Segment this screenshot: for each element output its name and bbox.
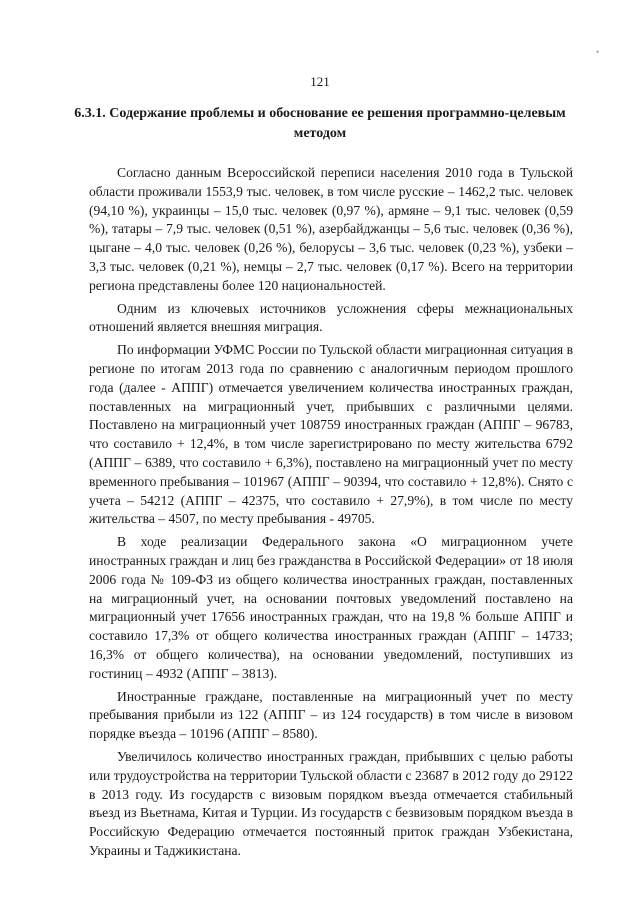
paragraph-federal-law: В ходе реализации Федерального закона «О миграционном учете иностранных граждан и лиц без гражданства в Российской Федерации» от 18 июля 2006 года № 109-ФЗ из общего количества иностранных граждан, поставленных на миграционный учет, на основании почтовых уведомлений поставлено на миграционный учет 17656 иностранных граждан, что на 19,8 % больше АППГ и составило 17,3% от общего количества иностранных граждан (АППГ – 14733; 16,3% от общего количества), на основании уведомлений, поступивших из гостиниц – 4932 (АППГ – 3813). [89,534,573,681]
paragraph-migration-source: Одним из ключевых источников усложнения сферы межнациональных отношений является внешняя миграция. [89,300,573,335]
paragraph-census: Согласно данным Всероссийской переписи населения 2010 года в Тульской области проживали 1553,9 тыс. человек, в том числе русские – 1462,2 тыс. человек (94,10 %), украинцы – 15,0 тыс. человек (0,97 %), армяне – 9,1 тыс. человек (0,59 %), татары – 7,9 тыс. человек (0,51 %), азербайджанцы – 5,6 тыс. человек (0,36 %), цыгане – 4,0 тыс. человек (0,26 %), белорусы – 3,6 тыс. человек (0,23 %), узбеки – 3,3 тыс. человек (0,21 %), немцы – 2,7 тыс. человек (0,17 %). Всего на территории региона представлены более 120 национальностей. [89,165,573,293]
document-body [89,164,573,865]
paragraph-countries-of-origin: Иностранные граждане, поставленные на миграционный учет по месту пребывания прибыли из 122 (АППГ – из 124 государств) в том числе в визовом порядке въезда – 10196 (АППГ – 8580). [89,688,573,742]
paragraph-labor-migration: Увеличилось количество иностранных граждан, прибывших с целью работы или трудоустройства на территории Тульской области с 23687 в 2012 году до 29122 в 2013 году. Из государств с визовым порядком въезда отмечается стабильный въезд из Вьетнама, Китая и Турции. Из государств с безвизовым порядком въезда в Российскую Федерацию отмечается постоянный приток граждан Узбекистана, Украины и Таджикистана. [89,748,573,858]
paragraph-ufms-statistics: По информации УФМС России по Тульской области миграционная ситуация в регионе по итогам 2013 года по сравнению с аналогичным периодом прошлого года (далее - АППГ) отмечается увеличением количества иностранных граждан, поставленных на миграционный учет, прибывших с различными целями. Поставлено на миграционный учет 108759 иностранных граждан (АППГ – 96783, что составило + 12,4%, в том числе зарегистрировано по месту жительства 6792 (АППГ – 6389, что составило + 6,3%), поставлено на миграционный учет по месту временного пребывания – 101967 (АППГ – 90394, что составило + 12,8%). Снято с учета – 54212 (АППГ – 42375, что составило + 27,9%), в том числе по месту жительства – 4507, по месту пребывания - 49705. [89,342,573,527]
page-number: 121 [310,74,330,89]
section-heading: 6.3.1. Содержание проблемы и обоснование ее решения программно-целевым методом [74,106,566,141]
margin-mark: • [596,47,600,57]
